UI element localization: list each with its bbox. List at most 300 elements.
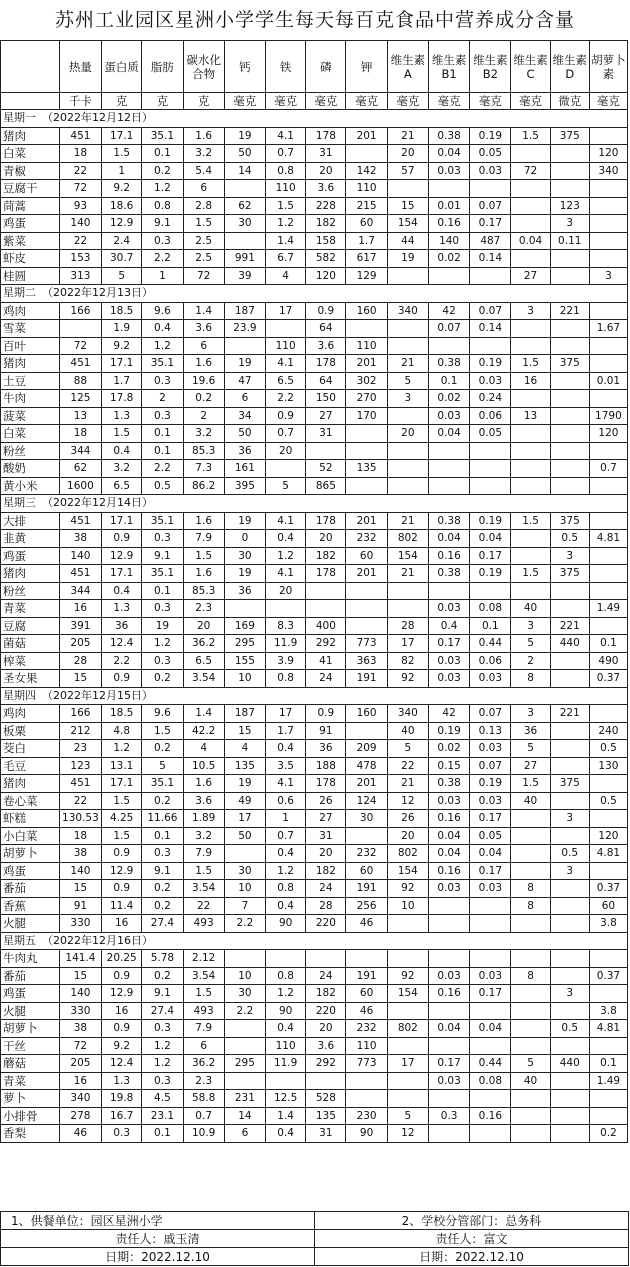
nutrient-value-cell: 292 bbox=[306, 635, 346, 653]
nutrient-value-cell: 0.05 bbox=[470, 145, 511, 163]
nutrient-value-cell: 7.3 bbox=[183, 460, 224, 478]
nutrient-value-cell: 0.16 bbox=[428, 862, 469, 880]
nutrient-value-cell: 0.04 bbox=[470, 1020, 511, 1038]
nutrient-value-cell: 50 bbox=[224, 425, 265, 443]
nutrient-value-cell: 1.5 bbox=[142, 722, 183, 740]
nutrient-value-cell: 3 bbox=[511, 302, 550, 320]
nutrient-value-cell: 205 bbox=[59, 1055, 101, 1073]
day-label: 星期一 bbox=[3, 111, 36, 125]
nutrient-value-cell: 142 bbox=[346, 162, 387, 180]
nutrient-value-cell: 0.03 bbox=[428, 600, 469, 618]
nutrient-value-cell: 17.1 bbox=[102, 775, 142, 793]
right-responsible-person: 责任人：富文 bbox=[315, 1230, 629, 1248]
nutrient-value-cell bbox=[306, 600, 346, 618]
nutrient-value-cell: 440 bbox=[550, 1055, 589, 1073]
nutrient-value-cell: 528 bbox=[306, 1090, 346, 1108]
food-row bbox=[1, 1020, 628, 1038]
food-name-cell: 白菜 bbox=[1, 425, 60, 443]
nutrient-value-cell bbox=[511, 1037, 550, 1055]
nutrient-value-cell: 0.1 bbox=[589, 635, 627, 653]
nutrient-value-cell: 201 bbox=[346, 565, 387, 583]
nutrient-value-cell: 5 bbox=[387, 740, 428, 758]
nutrient-value-cell bbox=[550, 1002, 589, 1020]
food-name-cell: 鸡肉 bbox=[1, 705, 60, 723]
nutrient-value-cell: 5 bbox=[511, 1055, 550, 1073]
nutrient-value-cell: 8 bbox=[511, 670, 550, 688]
food-row bbox=[1, 757, 628, 775]
nutrient-value-cell: 1.5 bbox=[183, 215, 224, 233]
nutrient-value-cell: 1.4 bbox=[266, 232, 306, 250]
nutrient-value-cell: 2.5 bbox=[183, 250, 224, 268]
nutrient-value-cell bbox=[428, 950, 469, 968]
nutrient-value-cell: 3 bbox=[589, 267, 627, 285]
nutrient-value-cell: 3.9 bbox=[266, 652, 306, 670]
nutrient-value-cell bbox=[589, 1107, 627, 1125]
nutrient-value-cell: 24 bbox=[306, 880, 346, 898]
nutrient-value-cell bbox=[428, 442, 469, 460]
food-name-cell: 火腿 bbox=[1, 1002, 60, 1020]
nutrient-value-cell: 340 bbox=[387, 705, 428, 723]
nutrient-value-cell: 1.5 bbox=[183, 862, 224, 880]
nutrient-value-cell: 0.7 bbox=[266, 145, 306, 163]
nutrient-value-cell: 0.8 bbox=[142, 197, 183, 215]
nutrient-value-cell bbox=[550, 145, 589, 163]
nutrient-value-cell: 330 bbox=[59, 915, 101, 933]
nutrient-value-cell: 124 bbox=[346, 792, 387, 810]
nutrient-value-cell bbox=[346, 425, 387, 443]
nutrient-value-cell: 9.2 bbox=[102, 1037, 142, 1055]
nutrient-value-cell: 130 bbox=[589, 757, 627, 775]
nutrient-value-cell: 160 bbox=[346, 705, 387, 723]
nutrient-value-cell: 0.04 bbox=[428, 845, 469, 863]
nutrient-value-cell: 93 bbox=[59, 197, 101, 215]
nutrient-value-cell: 2.2 bbox=[224, 915, 265, 933]
nutrient-value-cell: 31 bbox=[306, 1125, 346, 1143]
food-name-cell: 猪肉 bbox=[1, 355, 60, 373]
nutrient-value-cell: 0.03 bbox=[428, 162, 469, 180]
nutrient-value-cell: 187 bbox=[224, 705, 265, 723]
nutrient-value-cell: 0.17 bbox=[428, 635, 469, 653]
nutrient-value-cell bbox=[511, 250, 550, 268]
nutrient-value-cell: 36.2 bbox=[183, 635, 224, 653]
nutrient-value-cell: 2.2 bbox=[142, 250, 183, 268]
nutrient-value-cell: 20 bbox=[183, 617, 224, 635]
nutrient-value-cell: 2 bbox=[183, 407, 224, 425]
day-row bbox=[1, 110, 628, 128]
nutrient-value-cell: 12.4 bbox=[102, 1055, 142, 1073]
nutrient-value-cell: 1.5 bbox=[102, 425, 142, 443]
nutrient-value-cell: 120 bbox=[589, 827, 627, 845]
nutrient-value-cell: 0.44 bbox=[470, 1055, 511, 1073]
nutrient-value-cell: 191 bbox=[346, 670, 387, 688]
nutrient-value-cell: 154 bbox=[387, 215, 428, 233]
nutrient-value-cell: 1.7 bbox=[346, 232, 387, 250]
nutrient-value-cell: 212 bbox=[59, 722, 101, 740]
nutrient-value-cell: 5 bbox=[387, 1107, 428, 1125]
nutrient-value-cell bbox=[306, 442, 346, 460]
nutrient-value-cell: 201 bbox=[346, 512, 387, 530]
nutrient-value-cell: 617 bbox=[346, 250, 387, 268]
nutrient-value-cell: 220 bbox=[306, 1002, 346, 1020]
nutrient-value-cell: 12.9 bbox=[102, 547, 142, 565]
nutrient-value-cell bbox=[428, 1125, 469, 1143]
nutrient-value-cell: 0.02 bbox=[428, 740, 469, 758]
nutrient-value-cell: 5.78 bbox=[142, 950, 183, 968]
nutrient-value-cell: 2.2 bbox=[224, 1002, 265, 1020]
nutrient-value-cell bbox=[550, 915, 589, 933]
food-row bbox=[1, 250, 628, 268]
food-name-cell: 菌菇 bbox=[1, 635, 60, 653]
nutrient-value-cell: 0.5 bbox=[550, 1020, 589, 1038]
nutrient-value-cell: 120 bbox=[306, 267, 346, 285]
nutrient-value-cell bbox=[550, 1125, 589, 1143]
nutrient-value-cell: 16 bbox=[511, 372, 550, 390]
nutrient-value-cell: 0.1 bbox=[589, 1055, 627, 1073]
nutrient-value-cell bbox=[387, 337, 428, 355]
food-name-cell: 小白菜 bbox=[1, 827, 60, 845]
nutrient-value-cell: 23.9 bbox=[224, 320, 265, 338]
nutrient-value-cell: 11.9 bbox=[266, 635, 306, 653]
left-date: 日期：2022.12.10 bbox=[1, 1248, 315, 1266]
food-name-cell: 鸡蛋 bbox=[1, 547, 60, 565]
nutrient-value-cell: 3.6 bbox=[306, 180, 346, 198]
nutrient-value-cell: 0.9 bbox=[102, 845, 142, 863]
nutrient-value-cell: 0.03 bbox=[470, 792, 511, 810]
nutrient-value-cell: 375 bbox=[550, 127, 589, 145]
nutrient-value-cell: 991 bbox=[224, 250, 265, 268]
food-name-cell: 大排 bbox=[1, 512, 60, 530]
nutrient-value-cell: 19 bbox=[142, 617, 183, 635]
nutrient-value-cell: 1600 bbox=[59, 477, 101, 495]
nutrient-value-cell: 0.8 bbox=[266, 880, 306, 898]
nutrient-value-cell: 201 bbox=[346, 775, 387, 793]
nutrient-value-cell: 1.5 bbox=[511, 512, 550, 530]
nutrient-value-cell: 3 bbox=[511, 705, 550, 723]
food-name-cell: 土豆 bbox=[1, 372, 60, 390]
nutrient-value-cell: 3.2 bbox=[183, 145, 224, 163]
header-cell: 磷 bbox=[306, 41, 346, 93]
food-row bbox=[1, 372, 628, 390]
nutrient-value-cell: 17.8 bbox=[102, 390, 142, 408]
unit-row bbox=[1, 93, 628, 110]
nutrient-value-cell: 0.2 bbox=[142, 670, 183, 688]
nutrient-value-cell: 15 bbox=[59, 880, 101, 898]
unit-cell: 毫克 bbox=[470, 93, 511, 110]
nutrient-value-cell: 440 bbox=[550, 635, 589, 653]
nutrient-value-cell: 0.3 bbox=[142, 600, 183, 618]
nutrient-value-cell: 451 bbox=[59, 775, 101, 793]
food-row bbox=[1, 897, 628, 915]
nutrient-value-cell: 1.9 bbox=[102, 320, 142, 338]
nutrient-value-cell bbox=[511, 215, 550, 233]
food-name-cell: 萝卜 bbox=[1, 1090, 60, 1108]
nutrient-value-cell: 130.53 bbox=[59, 810, 101, 828]
nutrient-value-cell: 20 bbox=[266, 582, 306, 600]
nutrient-value-cell: 0.7 bbox=[589, 460, 627, 478]
nutrient-value-cell: 21 bbox=[387, 565, 428, 583]
nutrient-value-cell bbox=[511, 180, 550, 198]
food-name-cell: 白菜 bbox=[1, 145, 60, 163]
nutrient-value-cell: 0.1 bbox=[470, 617, 511, 635]
nutrient-value-cell: 182 bbox=[306, 547, 346, 565]
nutrient-value-cell: 19 bbox=[224, 512, 265, 530]
nutrient-value-cell: 19 bbox=[387, 250, 428, 268]
nutrient-value-cell: 9.1 bbox=[142, 862, 183, 880]
nutrient-value-cell: 12.5 bbox=[266, 1090, 306, 1108]
nutrient-value-cell: 23 bbox=[59, 740, 101, 758]
nutrient-value-cell bbox=[511, 442, 550, 460]
nutrient-value-cell: 60 bbox=[346, 985, 387, 1003]
nutrient-value-cell: 52 bbox=[306, 460, 346, 478]
nutrient-value-cell: 20 bbox=[266, 442, 306, 460]
food-row bbox=[1, 1072, 628, 1090]
nutrient-value-cell bbox=[511, 827, 550, 845]
nutrient-value-cell: 20 bbox=[306, 1020, 346, 1038]
nutrient-value-cell: 0.16 bbox=[428, 810, 469, 828]
nutrient-value-cell bbox=[589, 565, 627, 583]
food-row bbox=[1, 1055, 628, 1073]
day-date: （2022年12月13日） bbox=[42, 286, 153, 300]
nutrient-value-cell: 1.2 bbox=[266, 547, 306, 565]
nutrient-value-cell: 493 bbox=[183, 915, 224, 933]
food-name-cell: 鸡蛋 bbox=[1, 215, 60, 233]
food-name-cell: 榨菜 bbox=[1, 652, 60, 670]
nutrient-value-cell: 3.8 bbox=[589, 1002, 627, 1020]
nutrient-value-cell bbox=[387, 1090, 428, 1108]
nutrient-value-cell: 773 bbox=[346, 635, 387, 653]
nutrient-value-cell: 44 bbox=[387, 232, 428, 250]
nutrient-value-cell bbox=[511, 862, 550, 880]
nutrient-value-cell: 0.14 bbox=[470, 320, 511, 338]
nutrient-value-cell: 451 bbox=[59, 355, 101, 373]
nutrient-value-cell: 2.5 bbox=[183, 232, 224, 250]
nutrient-value-cell: 0.01 bbox=[589, 372, 627, 390]
nutrient-value-cell bbox=[428, 915, 469, 933]
nutrient-value-cell: 6 bbox=[183, 1037, 224, 1055]
nutrient-value-cell: 49 bbox=[224, 792, 265, 810]
nutrient-value-cell bbox=[470, 442, 511, 460]
nutrient-value-cell bbox=[511, 1125, 550, 1143]
nutrient-value-cell: 231 bbox=[224, 1090, 265, 1108]
nutrient-value-cell: 0.03 bbox=[470, 670, 511, 688]
nutrient-value-cell: 15 bbox=[59, 670, 101, 688]
nutrient-value-cell: 88 bbox=[59, 372, 101, 390]
nutrient-value-cell: 232 bbox=[346, 1020, 387, 1038]
nutrient-value-cell: 0.04 bbox=[428, 1020, 469, 1038]
nutrient-value-cell: 110 bbox=[346, 337, 387, 355]
unit-cell: 微克 bbox=[550, 93, 589, 110]
nutrient-value-cell: 344 bbox=[59, 442, 101, 460]
nutrient-value-cell: 363 bbox=[346, 652, 387, 670]
nutrient-value-cell bbox=[550, 582, 589, 600]
nutrient-value-cell bbox=[387, 600, 428, 618]
nutrient-value-cell: 1.5 bbox=[102, 792, 142, 810]
food-name-cell: 茼蒿 bbox=[1, 197, 60, 215]
nutrient-value-cell: 4.5 bbox=[142, 1090, 183, 1108]
nutrient-value-cell: 26 bbox=[387, 810, 428, 828]
nutrient-value-cell bbox=[470, 1090, 511, 1108]
nutrient-value-cell: 42.2 bbox=[183, 722, 224, 740]
food-name-cell: 卷心菜 bbox=[1, 792, 60, 810]
nutrient-value-cell: 4 bbox=[266, 267, 306, 285]
nutrient-value-cell: 140 bbox=[59, 547, 101, 565]
nutrient-value-cell: 46 bbox=[346, 1002, 387, 1020]
nutrient-value-cell: 0.2 bbox=[589, 1125, 627, 1143]
header-row bbox=[1, 41, 628, 93]
food-name-cell: 蘑菇 bbox=[1, 1055, 60, 1073]
nutrient-value-cell: 50 bbox=[224, 145, 265, 163]
nutrient-value-cell: 8 bbox=[511, 897, 550, 915]
nutrient-value-cell: 182 bbox=[306, 985, 346, 1003]
nutrient-value-cell: 1.5 bbox=[183, 985, 224, 1003]
nutrient-value-cell: 85.3 bbox=[183, 442, 224, 460]
food-row bbox=[1, 985, 628, 1003]
header-cell: 维生素B1 bbox=[428, 41, 469, 93]
nutrient-value-cell bbox=[550, 460, 589, 478]
nutrient-value-cell bbox=[550, 792, 589, 810]
nutrient-value-cell: 865 bbox=[306, 477, 346, 495]
nutrient-value-cell: 330 bbox=[59, 1002, 101, 1020]
nutrient-value-cell: 72 bbox=[183, 267, 224, 285]
nutrient-value-cell bbox=[589, 127, 627, 145]
nutrient-value-cell: 3 bbox=[511, 617, 550, 635]
food-row bbox=[1, 722, 628, 740]
nutrient-value-cell: 3.2 bbox=[183, 827, 224, 845]
nutrient-value-cell bbox=[550, 967, 589, 985]
nutrient-value-cell: 1.7 bbox=[266, 722, 306, 740]
nutrient-value-cell: 4.81 bbox=[589, 1020, 627, 1038]
nutrient-value-cell: 375 bbox=[550, 775, 589, 793]
nutrient-value-cell: 9.2 bbox=[102, 337, 142, 355]
nutrient-value-cell: 36 bbox=[224, 442, 265, 460]
nutrient-value-cell bbox=[550, 897, 589, 915]
nutrient-value-cell: 0.9 bbox=[306, 705, 346, 723]
nutrient-value-cell: 773 bbox=[346, 1055, 387, 1073]
nutrient-value-cell: 2.2 bbox=[142, 460, 183, 478]
unit-cell: 毫克 bbox=[589, 93, 627, 110]
nutrient-value-cell bbox=[550, 757, 589, 775]
day-date: （2022年12月15日） bbox=[42, 688, 153, 702]
nutrient-value-cell: 3.54 bbox=[183, 967, 224, 985]
nutrient-value-cell bbox=[550, 600, 589, 618]
nutrient-value-cell: 64 bbox=[306, 372, 346, 390]
nutrient-value-cell bbox=[511, 985, 550, 1003]
nutrient-value-cell: 0.07 bbox=[428, 320, 469, 338]
day-row bbox=[1, 285, 628, 303]
nutrient-value-cell: 58.8 bbox=[183, 1090, 224, 1108]
nutrient-value-cell: 18 bbox=[59, 145, 101, 163]
nutrient-value-cell: 154 bbox=[387, 985, 428, 1003]
nutrient-value-cell: 178 bbox=[306, 355, 346, 373]
day-header-cell bbox=[1, 495, 628, 513]
nutrient-value-cell bbox=[511, 477, 550, 495]
food-name-cell: 胡萝卜 bbox=[1, 845, 60, 863]
nutrient-value-cell: 0.5 bbox=[589, 740, 627, 758]
nutrient-value-cell: 35.1 bbox=[142, 355, 183, 373]
nutrient-value-cell: 2.3 bbox=[183, 1072, 224, 1090]
nutrient-value-cell bbox=[511, 145, 550, 163]
nutrient-value-cell: 487 bbox=[470, 232, 511, 250]
nutrient-value-cell: 17.1 bbox=[102, 355, 142, 373]
nutrient-value-cell: 0.03 bbox=[470, 740, 511, 758]
header-cell: 热量 bbox=[59, 41, 101, 93]
nutrient-value-cell: 3 bbox=[387, 390, 428, 408]
nutrient-value-cell bbox=[224, 180, 265, 198]
nutrient-value-cell bbox=[589, 215, 627, 233]
food-name-cell: 牛肉丸 bbox=[1, 950, 60, 968]
nutrient-value-cell: 30 bbox=[224, 862, 265, 880]
nutrient-value-cell: 0.04 bbox=[428, 530, 469, 548]
nutrient-value-cell bbox=[346, 950, 387, 968]
nutrient-value-cell: 313 bbox=[59, 267, 101, 285]
nutrient-value-cell: 0.38 bbox=[428, 355, 469, 373]
nutrient-value-cell: 21 bbox=[387, 512, 428, 530]
nutrient-value-cell bbox=[470, 180, 511, 198]
nutrient-value-cell bbox=[346, 827, 387, 845]
food-row bbox=[1, 880, 628, 898]
nutrient-value-cell bbox=[550, 407, 589, 425]
nutrient-value-cell: 10.5 bbox=[183, 757, 224, 775]
nutrient-value-cell: 20 bbox=[306, 162, 346, 180]
food-row bbox=[1, 145, 628, 163]
food-row bbox=[1, 600, 628, 618]
nutrient-value-cell: 16.7 bbox=[102, 1107, 142, 1125]
nutrient-value-cell bbox=[589, 705, 627, 723]
food-name-cell: 鸡蛋 bbox=[1, 985, 60, 1003]
nutrient-value-cell: 20 bbox=[387, 425, 428, 443]
nutrient-value-cell bbox=[266, 460, 306, 478]
food-row bbox=[1, 407, 628, 425]
nutrient-value-cell: 0.37 bbox=[589, 670, 627, 688]
nutrient-value-cell: 0.1 bbox=[142, 1125, 183, 1143]
nutrient-value-cell: 1 bbox=[102, 162, 142, 180]
nutrient-value-cell: 20 bbox=[306, 845, 346, 863]
nutrient-value-cell bbox=[589, 180, 627, 198]
nutrient-value-cell: 0.11 bbox=[550, 232, 589, 250]
nutrient-value-cell: 0.2 bbox=[142, 880, 183, 898]
nutrient-value-cell: 92 bbox=[387, 670, 428, 688]
nutrient-value-cell bbox=[428, 1037, 469, 1055]
day-header-cell bbox=[1, 687, 628, 705]
nutrient-value-cell: 125 bbox=[59, 390, 101, 408]
food-name-cell: 酸奶 bbox=[1, 460, 60, 478]
nutrient-value-cell bbox=[550, 652, 589, 670]
nutrient-value-cell: 0.5 bbox=[589, 792, 627, 810]
nutrient-value-cell: 0.04 bbox=[470, 845, 511, 863]
nutrient-value-cell: 7.9 bbox=[183, 530, 224, 548]
header-cell: 脂肪 bbox=[142, 41, 183, 93]
nutrient-value-cell: 11.66 bbox=[142, 810, 183, 828]
nutrient-value-cell: 141.4 bbox=[59, 950, 101, 968]
nutrient-value-cell: 27.4 bbox=[142, 915, 183, 933]
nutrient-value-cell: 155 bbox=[224, 652, 265, 670]
nutrient-value-cell: 0.16 bbox=[428, 547, 469, 565]
nutrient-value-cell bbox=[550, 162, 589, 180]
nutrient-value-cell: 86.2 bbox=[183, 477, 224, 495]
nutrient-value-cell bbox=[511, 1002, 550, 1020]
nutrient-value-cell bbox=[346, 145, 387, 163]
nutrient-value-cell bbox=[470, 460, 511, 478]
unit-cell: 克 bbox=[142, 93, 183, 110]
nutrient-value-cell: 6 bbox=[224, 390, 265, 408]
nutrient-value-cell bbox=[346, 722, 387, 740]
food-row bbox=[1, 267, 628, 285]
nutrient-value-cell: 0.1 bbox=[142, 425, 183, 443]
nutrient-value-cell bbox=[428, 337, 469, 355]
nutrient-value-cell: 154 bbox=[387, 547, 428, 565]
nutrient-value-cell: 90 bbox=[266, 1002, 306, 1020]
nutrient-value-cell: 205 bbox=[59, 635, 101, 653]
